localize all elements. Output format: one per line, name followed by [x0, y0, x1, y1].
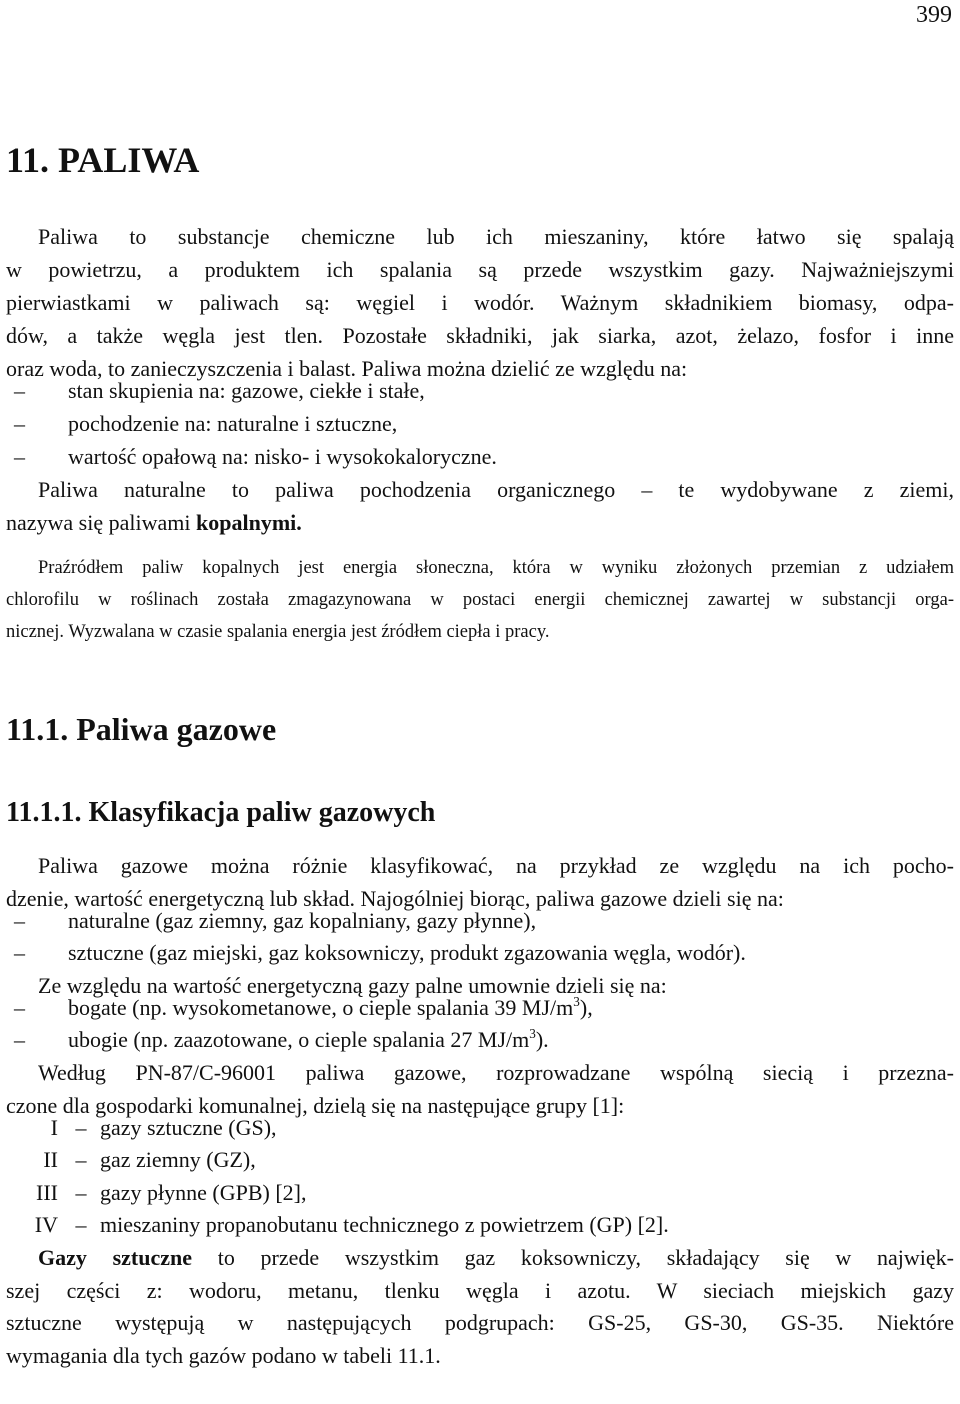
dash-marker: – [14, 940, 25, 966]
text-run: te wydobywane z ziemi, [678, 477, 954, 502]
dash-marker: – [75, 1179, 87, 1205]
dash-marker: – [14, 411, 25, 436]
group-text: gaz ziemny (GZ), [100, 1147, 256, 1173]
bold-term: Gazy sztuczne [38, 1244, 192, 1270]
dash-marker: – [641, 477, 653, 502]
dash-marker: – [14, 994, 25, 1020]
dash-marker: – [14, 378, 25, 403]
dash-marker: – [75, 1147, 87, 1173]
dash-marker: – [75, 1114, 87, 1140]
list-item-text: pochodzenie na: naturalne i sztuczne, [68, 411, 398, 436]
paragraph-line: chlorofilu w roślinach została zmagazynowana w postaci energii chemicznej zawartej w substancji orga- [6, 590, 954, 610]
text-run: Paliwa naturalne to paliwa pochodzenia organicznego [38, 477, 616, 502]
list-item-text [68, 1024, 549, 1057]
text-run: to przede wszystkim gaz koksowniczy, składający się w najwięk- [217, 1244, 954, 1270]
chapter-title: 11. PALIWA [6, 140, 200, 180]
paragraph-line: Paliwa to substancje chemiczne lub ich mieszaniny, które łatwo się spalają [38, 224, 954, 249]
list-item [6, 992, 954, 1025]
list-item [6, 1024, 954, 1057]
superscript: 3 [573, 993, 580, 1009]
group-item [6, 1209, 954, 1242]
list-item [6, 440, 954, 473]
paragraph-line: Według PN-87/C-96001 paliwa gazowe, rozprowadzane wspólną siecią i przezna- [38, 1059, 954, 1085]
paragraph-line: Ze względu na wartość energetyczną gazy palne umownie dzieli się na: [38, 972, 667, 998]
list-item [6, 407, 954, 440]
paragraph-line: pierwiastkami w paliwach są: węgiel i wodór. Ważnym składnikiem biomasy, odpa- [6, 290, 954, 315]
paragraph-line: nicznej. Wyzwalana w czasie spalania energia jest źródłem ciepła i pracy. [6, 622, 550, 642]
list-item-text: wartość opałową na: nisko- i wysokokaloryczne. [68, 444, 497, 469]
group-number: II [43, 1147, 58, 1173]
section-title: 11.1. Paliwa gazowe [6, 711, 277, 747]
paragraph-line: Praźródłem paliw kopalnych jest energia słoneczna, która w wyniku złożonych przemian z udziałem [38, 558, 954, 578]
text-run: bogate (np. wysokometanowe, o cieple spalania 39 MJ/m [68, 994, 574, 1020]
group-number: IV [34, 1212, 58, 1238]
paragraph-line [6, 506, 954, 535]
list-item-text: naturalne (gaz ziemny, gaz kopalniany, gazy płynne), [68, 907, 537, 933]
list-item [6, 937, 954, 970]
list-item-text: stan skupienia na: gazowe, ciekłe i stałe, [68, 378, 425, 403]
paragraph-line: Paliwa gazowe można różnie klasyfikować, na przykład ze względu na ich pocho- [38, 853, 954, 878]
group-number: III [36, 1179, 58, 1205]
paragraph-line [6, 473, 954, 506]
dash-marker: – [14, 907, 25, 933]
group-text: gazy sztuczne (GS), [100, 1114, 277, 1140]
superscript: 3 [529, 1026, 536, 1042]
text-run: ubogie (np. zaazotowane, o cieple spalania 27 MJ/m [68, 1027, 530, 1053]
paragraph-line: w powietrzu, a produktem ich spalania są przede wszystkim gazy. Najważniejszymi [6, 257, 954, 282]
paragraph-line: wymagania dla tych gazów podano w tabeli 11.1. [6, 1342, 441, 1368]
paragraph-line [6, 1242, 954, 1275]
text-run: nazywa się paliwami [6, 510, 191, 535]
list-item-text: sztuczne (gaz miejski, gaz koksowniczy, produkt zgazowania węgla, wodór). [68, 940, 746, 966]
paragraph-line: oraz woda, to zanieczyszczenia i balast. Paliwa można dzielić ze względu na: [6, 356, 688, 381]
classification-section [6, 850, 954, 1368]
page-number: 399 [916, 2, 952, 28]
paragraph-line: dzenie, wartość energetyczną lub skład. Najogólniej biorąc, paliwa gazowe dzieli się na: [6, 885, 784, 911]
list-item [6, 905, 954, 938]
footnote-paragraph [6, 552, 954, 642]
dash-marker: – [75, 1212, 87, 1238]
intro-section [6, 220, 954, 535]
group-text: mieszaniny propanobutanu technicznego z powietrzem (GP) [2]. [100, 1212, 669, 1238]
dash-marker: – [14, 444, 25, 469]
group-text: gazy płynne (GPB) [2], [100, 1179, 307, 1205]
group-number: I [50, 1114, 58, 1140]
list-item-text [68, 992, 593, 1025]
paragraph-line: dów, a także węgla jest tlen. Pozostałe składniki, jak siarka, azot, żelazo, fosfor i inne [6, 323, 954, 348]
paragraph-line: szej części z: wodoru, metanu, tlenku węgla i azotu. W sieciach miejskich gazy [6, 1277, 954, 1303]
subsection-title: 11.1.1. Klasyfikacja paliw gazowych [6, 797, 436, 828]
paragraph-line: sztuczne występują w następujących podgrupach: GS-25, GS-30, GS-35. Niektóre [6, 1310, 954, 1336]
text-run: ). [535, 1027, 549, 1053]
paragraph-line: czone dla gospodarki komunalnej, dzielą się na następujące grupy [1]: [6, 1092, 625, 1118]
bold-term: kopalnymi. [196, 510, 302, 535]
dash-marker: – [14, 1027, 25, 1053]
group-item [6, 1177, 954, 1210]
group-item [6, 1144, 954, 1177]
text-run: ), [579, 994, 593, 1020]
